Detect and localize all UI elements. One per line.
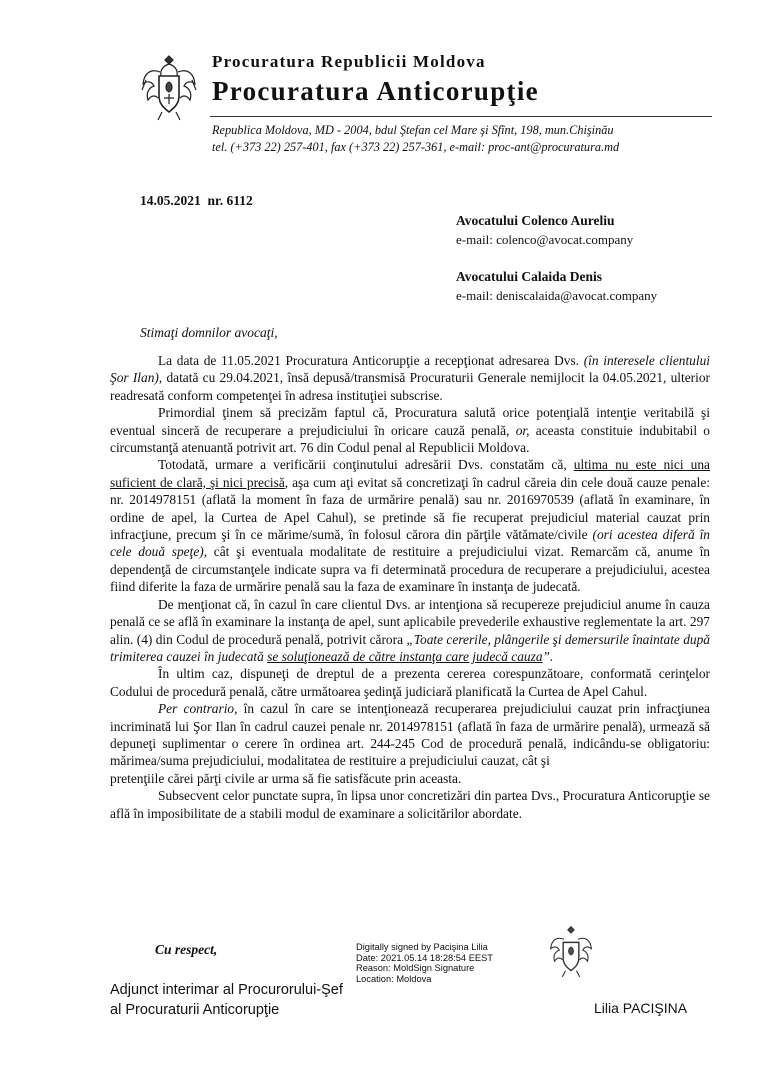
- signer-position: [110, 980, 343, 1020]
- paragraph: [110, 596, 710, 666]
- letter-body: [110, 352, 710, 822]
- text-run-italic: (ori acestea diferă în cele două speţe): [110, 527, 711, 560]
- institution-name: Procuratura Republicii Moldova: [212, 52, 486, 71]
- recipient-email: e-mail: colenco@avocat.company: [456, 232, 634, 247]
- office-name: Procuratura Anticorupţie: [212, 76, 539, 106]
- text-run-underlined: ultima nu este nici una suficient de clară, şi nici precisă: [110, 457, 711, 490]
- paragraph: [110, 456, 710, 595]
- digital-signature-line: Location: Moldova: [356, 973, 432, 984]
- header-address: [212, 122, 619, 156]
- text-run-italic-underlined: se soluţionează de către instanţa care judecă cauza: [267, 648, 543, 664]
- digital-signature-line: Reason: MoldSign Signature: [356, 963, 475, 974]
- text-run-italic: or,: [515, 422, 530, 438]
- recipient-block: [456, 213, 633, 248]
- text-run: , în cazul în care se intenţionează recuperarea prejudiciului cauzat prin infracţiunea incriminată lui Şor Ilan în cadrul cauzei penale nr. 2014978151 (aflată în faza de urmărire penală), urmează să depuneţi suplimentar o cerere în ordinea art. 244-245 Cod de procedură penală, indicându-se obligatoriu: mărimea/suma prejudiciului, modalitatea de restituire a prejudiciului cauzat, cât şi: [110, 701, 711, 769]
- text-run-italic: (în interesele clientului Şor Ilan): [110, 353, 711, 386]
- document-date: 14.05.2021: [140, 193, 201, 208]
- digital-signature-line: Digitally signed by Pacişina Lilia: [356, 942, 488, 952]
- signature-stamp-emblem: [548, 922, 594, 980]
- text-run-italic: „Toate cererile, plângerile şi demersurile înaintate după trimiterea cauzei în judecată: [110, 631, 710, 664]
- salutation: Stimaţi domnilor avocaţi,: [140, 325, 278, 340]
- digital-signature-info: [356, 942, 493, 984]
- paragraph: [110, 352, 710, 404]
- text-run: , aşa cum aţi evitat să concretizaţi în cadrul căreia din cele două cauze penale: nr. 2014978151 (aflată la moment în faza de urmărire penală) sau nr. 2016970539 (aflată în examinare, în ordine de apel, la Curtea de Apel Cahul), se pretinde să fie recuperat prejudiciul material cauzat prin infracţiune, precum şi în ce mărime/sumă, în folosul cărora din părţile vătămate/civile: [110, 474, 710, 543]
- text-run: De menţionat că, în cazul în care clientul Dvs. ar intenţiona să recupereze prejudiciul anume în cauza penală ce se află în examinare la instanţa de apel, sunt aplicabile prevederile exhaustive reglementate la art. 297 alin. (4) din Codul de procedură penală, potrivit cărora: [110, 596, 710, 647]
- text-run: La data de 11.05.2021 Procuratura Anticorupţie a recepţionat adresarea Dvs.: [158, 353, 584, 368]
- text-run: , datată cu 29.04.2021, însă depusă/transmisă Procuraturii Generale nemijlocit la 04.05.2021, ulterior readresată conform competenţei în adresa instituţiei subscrise.: [110, 370, 711, 403]
- document-number: nr. 6112: [207, 193, 253, 208]
- paragraph: [110, 404, 710, 456]
- recipient-name: Avocatului Colenco Aureliu: [456, 213, 615, 228]
- text-run: aceasta constituie indubitabil o circumstanţă atenuantă potrivit art. 76 din Codul penal al Republicii Moldova.: [110, 422, 710, 456]
- text-run: Primordial ţinem să precizăm faptul că, Procuratura salută orice potenţială intenţie veritabilă şi eventual sinceră de recuperare a prejudiciului în oricare cauză penală,: [110, 405, 710, 438]
- signer-name: Lilia PACIŞINA: [594, 1000, 688, 1016]
- text-run: Totodată, urmare a verificării conţinutului adresării Dvs. constatăm că,: [158, 457, 574, 473]
- recipient-block: [456, 269, 657, 304]
- paragraph: În ultim caz, dispuneţi de dreptul de a prezenta cererea corespunzătoare, conformată cerinţelor Codului de procedură penală, către următoarea şedinţă judiciară planificată la Curtea de Apel Cahul.: [110, 666, 710, 699]
- paragraph: [110, 700, 710, 770]
- text-run: , cât şi eventuala modalitate de restituire a prejudiciului vizat. Remarcăm că, anume în dependenţă de circumstanţele indicate supra va fi determinată procedura de recuperare a prejudiciului, acestea fiind diferite la faza de urmărire penală sau la faza de examinare în instanţa de judecată.: [110, 544, 710, 595]
- paragraph: Subsecvent celor punctate supra, în lipsa unor concretizări din partea Dvs., Procuratura Anticorupţie se află în imposibilitate de a stabili modul de examinare a solicitărilor abordate.: [110, 788, 710, 821]
- closing-phrase: Cu respect,: [155, 942, 218, 957]
- paragraph-continuation: pretenţiile cărei părţi civile ar urma să fie satisfăcute prin aceasta.: [110, 770, 462, 786]
- contact-line: tel. (+373 22) 257-401, fax (+373 22) 257-361, e-mail: proc-ant@procuratura.md: [212, 140, 620, 154]
- text-run-italic: Per contrario: [158, 701, 235, 717]
- document-reference: [140, 193, 253, 209]
- digital-signature-line: Date: 2021.05.14 18:28:54 EEST: [356, 952, 493, 963]
- text-run-italic: ”.: [542, 648, 554, 664]
- address-line: Republica Moldova, MD - 2004, bdul Ştefan cel Mare şi Sfînt, 198, mun.Chişinău: [212, 123, 614, 137]
- header-divider: [210, 116, 712, 117]
- coat-of-arms-emblem: [140, 50, 198, 124]
- recipient-email: e-mail: deniscalaida@avocat.company: [456, 288, 658, 303]
- signer-position-line: Adjunct interimar al Procurorului-Şef: [110, 982, 343, 998]
- signer-position-line: al Procuraturii Anticorupţie: [110, 1002, 280, 1018]
- recipient-name: Avocatului Calaida Denis: [456, 269, 603, 284]
